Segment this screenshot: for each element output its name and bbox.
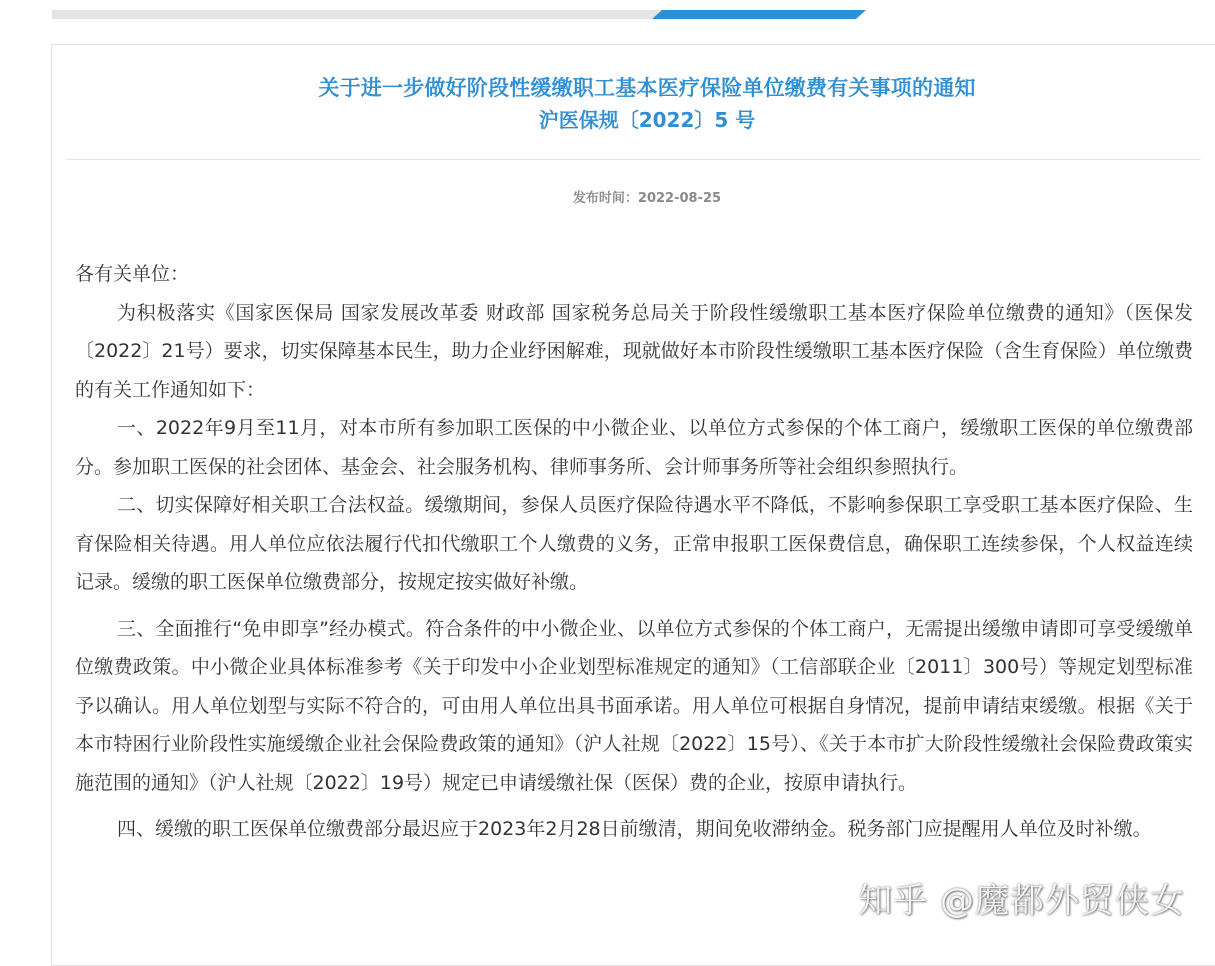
tab-segment-active: [652, 10, 866, 19]
notice-title: 关于进一步做好阶段性缓缴职工基本医疗保险单位缴费有关事项的通知: [318, 76, 976, 100]
intro-paragraph: 为积极落实《国家医保局 国家发展改革委 财政部 国家税务总局关于阶段性缓缴职工基本医疗保险单位缴费的通知》（医保发〔2022〕21号）要求，切实保障基本民生，助力企业纾困解难，现就做好本市阶段性缓缴职工基本医疗保险（含生育保险）单位缴费的有关工作通知如下：: [75, 301, 1193, 401]
paragraph-1: 一、2022年9月至11月，对本市所有参加职工医保的中小微企业、以单位方式参保的个体工商户，缓缴职工医保的单位缴费部分。参加职工医保的社会团体、基金会、社会服务机构、律师事务所、会计师事务所等社会组织参照执行。: [75, 417, 1193, 478]
salutation: 各有关单位：: [75, 263, 190, 285]
header-divider: [67, 159, 1201, 160]
notice-body: [75, 255, 1193, 849]
top-tab-strip: [0, 0, 1215, 30]
tab-segment-2: [260, 10, 468, 19]
notice-card: [51, 44, 1215, 966]
publish-date: 发布时间：2022-08-25: [572, 191, 722, 206]
tab-segment-3: [456, 10, 664, 19]
notice-header: [52, 73, 1215, 134]
paragraph-4: 四、缓缴的职工医保单位缴费部分最迟应于2023年2月28日前缴清，期间免收滞纳金。税务部门应提醒用人单位及时补缴。: [117, 818, 1152, 840]
paragraph-2: 二、切实保障好相关职工合法权益。缓缴期间，参保人员医疗保险待遇水平不降低，不影响参保职工享受职工基本医疗保险、生育保险相关待遇。用人单位应依法履行代扣代缴职工个人缴费的义务，正常申报职工医保费信息，确保职工连续参保，个人权益连续记录。缓缴的职工医保单位缴费部分，按规定按实做好补缴。: [75, 494, 1193, 593]
zhihu-watermark: 知乎 @魔都外贸侠女: [858, 881, 1185, 921]
tab-segment-1: [52, 10, 272, 19]
document-number: 沪医保规〔2022〕5 号: [538, 108, 756, 132]
paragraph-3: 三、全面推行“免申即享”经办模式。符合条件的中小微企业、以单位方式参保的个体工商户，无需提出缓缴申请即可享受缓缴单位缴费政策。中小微企业具体标准参考《关于印发中小企业划型标准规定的通知》（工信部联企业〔2011〕300号）等规定划型标准予以确认。用人单位划型与实际不符合的，可由用人单位出具书面承诺。用人单位可根据自身情况，提前申请结束缓缴。根据《关于本市特困行业阶段性实施缓缴企业社会保险费政策的通知》（沪人社规〔2022〕15号）、《关于本市扩大阶段性缓缴社会保险费政策实施范围的通知》（沪人社规〔2022〕19号）规定已申请缓缴社保（医保）费的企业，按原申请执行。: [75, 617, 1193, 794]
